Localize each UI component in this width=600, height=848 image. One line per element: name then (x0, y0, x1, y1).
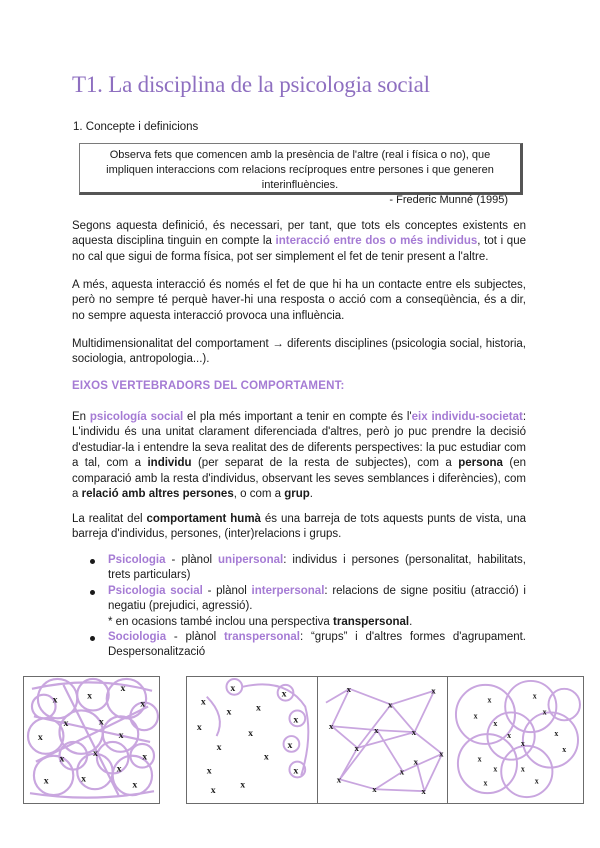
quote-author: - Frederic Munné (1995) (389, 194, 508, 206)
highlight-eix: eix individu-societat (411, 411, 523, 423)
highlight-psicologia-social: psicología social (89, 411, 184, 423)
bullet-term: Psicologia social (108, 584, 203, 597)
bold-transpersonal: transpersonal (333, 615, 410, 628)
bullet-plane: unipersonal (218, 554, 284, 566)
text-run: - plànol (202, 584, 252, 597)
diagram-unipersonal-svg (24, 677, 159, 803)
discipline-list (72, 553, 526, 661)
diagram-mark: x (493, 719, 498, 729)
bold-grup: grup (284, 488, 310, 501)
text-run: el pla més important a tenir en compte és l' (183, 411, 412, 423)
diagram-mark: x (562, 744, 567, 754)
diagram-mark: x (336, 774, 342, 785)
section-heading: EIXOS VERTEBRADORS DEL COMPORTAMENT: (72, 380, 345, 392)
bullet-term: Psicologia (108, 554, 166, 566)
diagram-mark: x (346, 683, 352, 694)
bullet-dot-icon (90, 636, 95, 641)
bullet-note: * en ocasions també inclou una perspectiva (108, 615, 334, 628)
list-item (72, 630, 526, 661)
diagram-mark: x (196, 722, 202, 734)
text-run: . (309, 488, 313, 501)
diagram-mark: x (240, 779, 246, 791)
text-run: La realitat del (72, 513, 147, 525)
diagram-mark: x (293, 765, 299, 777)
definition-quote-box (79, 143, 523, 206)
diagram-transpersonal (447, 676, 584, 804)
diagram-mark: x (487, 695, 492, 705)
diagram-mark: x (140, 698, 146, 710)
diagram-mark: x (493, 764, 498, 774)
diagram-mark: x (507, 731, 512, 741)
diagram-interpersonal (317, 676, 454, 804)
paragraph-axis (72, 410, 526, 502)
highlight-interaccio: interacció entre dos o més individus (275, 235, 478, 248)
diagram-transpersonal-svg (448, 677, 583, 803)
diagram-mark: x (532, 691, 537, 701)
diagram-mark: x (230, 682, 236, 694)
text-run: (en comparació amb la resta d'individus, observant les seves semblances i diferències), com a (72, 457, 526, 501)
diagram-mark: x (354, 742, 359, 753)
text-run: - plànol (166, 631, 224, 644)
text-run: : relacions de signe positiu (atracció) i negatiu (prejudici, agressió). (108, 584, 526, 613)
text-run: En (72, 411, 90, 423)
diagram-mark: x (439, 748, 444, 759)
diagram-mark: x (520, 738, 525, 748)
text-run: Segons aquesta definició, és necessari, per tant, que tots els conceptes existents en aquesta disciplina tinguin en compte la (72, 220, 526, 248)
diagram-mark: x (287, 739, 293, 751)
text-run: . (409, 615, 413, 628)
text-run: : “grups” i d'altres formes d'agrupament. Despersonalització (108, 631, 526, 659)
diagram-mark: x (411, 727, 417, 738)
bullet-plane: transpersonal (223, 631, 301, 644)
bullet-dot-icon (90, 590, 95, 595)
diagram-mark: x (59, 753, 65, 765)
diagram-mark: x (281, 688, 287, 700)
text-run: : individus i persones (personalitat, habilitats, trets particulars) (108, 554, 527, 582)
diagram-mark: x (328, 721, 334, 732)
quote-text: Observa fets que comencen amb la presència de l'altre (real i física o no), que impliquen interaccions com relacions recíproques entre persones i que generen interinfluències. (106, 149, 494, 191)
diagram-persons (186, 676, 323, 804)
diagram-mark: x (263, 751, 269, 763)
paragraph-definition (72, 219, 526, 265)
text-run: (per separat de la resta de subjectes), com a (191, 457, 459, 470)
diagram-mark: x (92, 747, 98, 759)
diagram-interpersonal-svg (318, 677, 453, 803)
diagram-mark: x (293, 714, 299, 726)
paragraph-multidimensional: Multidimensionalitat del comportament → diferents disciplines (psicologia social, historia, sociologia, antropologia...). (72, 338, 526, 366)
diagram-mark: x (118, 730, 124, 742)
diagram-mark: x (473, 711, 478, 721)
bullet-plane: interpersonal (251, 584, 325, 597)
diagram-unipersonal (23, 676, 160, 804)
diagram-mark: x (43, 775, 49, 787)
bold-comportament-huma: comportament humà (146, 513, 261, 525)
diagram-mark: x (413, 756, 418, 767)
diagram-mark: x (477, 754, 482, 764)
diagram-mark: x (374, 725, 379, 736)
diagram-mark: x (37, 732, 43, 743)
diagram-mark: x (431, 685, 436, 696)
diagram-mark: x (132, 779, 138, 791)
paragraph-interaction: A més, aquesta interacció és només el fet de que hi ha un contacte entre els subjectes, però no sempre té perquè haver-hi una resposta o acció com a conseqüència, és a dir, no sempre aquesta interacció provoca una influència. (72, 279, 526, 322)
diagram-mark: x (248, 728, 254, 740)
diagram-mark: x (216, 741, 222, 753)
bold-relacio: relació amb altres persones (81, 488, 234, 501)
diagram-mark: x (372, 784, 377, 795)
diagram-mark: x (116, 763, 122, 775)
diagram-mark: x (520, 764, 525, 774)
text-run: , tot i que no cal que sigui de forma física, pot ser simplement el fet de tenir present a l'altre. (72, 235, 526, 263)
diagram-mark: x (255, 702, 261, 714)
diagram-mark: x (81, 773, 87, 785)
text-run: , o com a (233, 488, 285, 501)
page-title: T1. La disciplina de la psicologia social (72, 72, 430, 97)
text-run: : L'individu és una unitat clarament diferenciada d'altres, però jo puc prendre la decisió d'estudiar-la i entendre la seva realitat des de diferents perspectives: la puc estudiar com a tal, com a (72, 411, 527, 470)
diagram-mark: x (387, 699, 393, 710)
bold-individu: individu (147, 457, 192, 470)
diagram-mark: x (63, 718, 69, 730)
diagram-persons-svg (187, 677, 322, 803)
bold-persona: persona (458, 457, 503, 470)
bullet-dot-icon (90, 559, 95, 564)
diagram-mark: x (399, 766, 405, 777)
diagram-mark: x (210, 785, 216, 797)
diagram-mark: x (142, 751, 148, 763)
text-run: - plànol (165, 554, 219, 566)
diagram-mark: x (421, 786, 426, 797)
diagram-mark: x (52, 694, 58, 706)
bullet-term: Sociologia (108, 631, 167, 644)
diagram-mark: x (534, 776, 539, 786)
diagram-mark: x (206, 765, 212, 777)
diagram-mark: x (483, 778, 488, 788)
text-run: és una barreja de tots aquests punts de vista, una barreja d'individus, persones, (inter)relacions i grups. (72, 513, 526, 541)
diagram-mark: x (120, 682, 126, 694)
diagram-mark: x (542, 707, 547, 717)
diagram-mark: x (87, 690, 92, 702)
paragraph-reality (72, 512, 526, 543)
list-item (72, 553, 526, 584)
diagram-mark: x (200, 696, 206, 708)
diagram-mark: x (98, 716, 104, 728)
section-subtitle: 1. Concepte i definicions (73, 121, 199, 133)
diagram-mark: x (554, 729, 559, 739)
list-item (72, 584, 526, 630)
diagram-mark: x (226, 706, 232, 718)
